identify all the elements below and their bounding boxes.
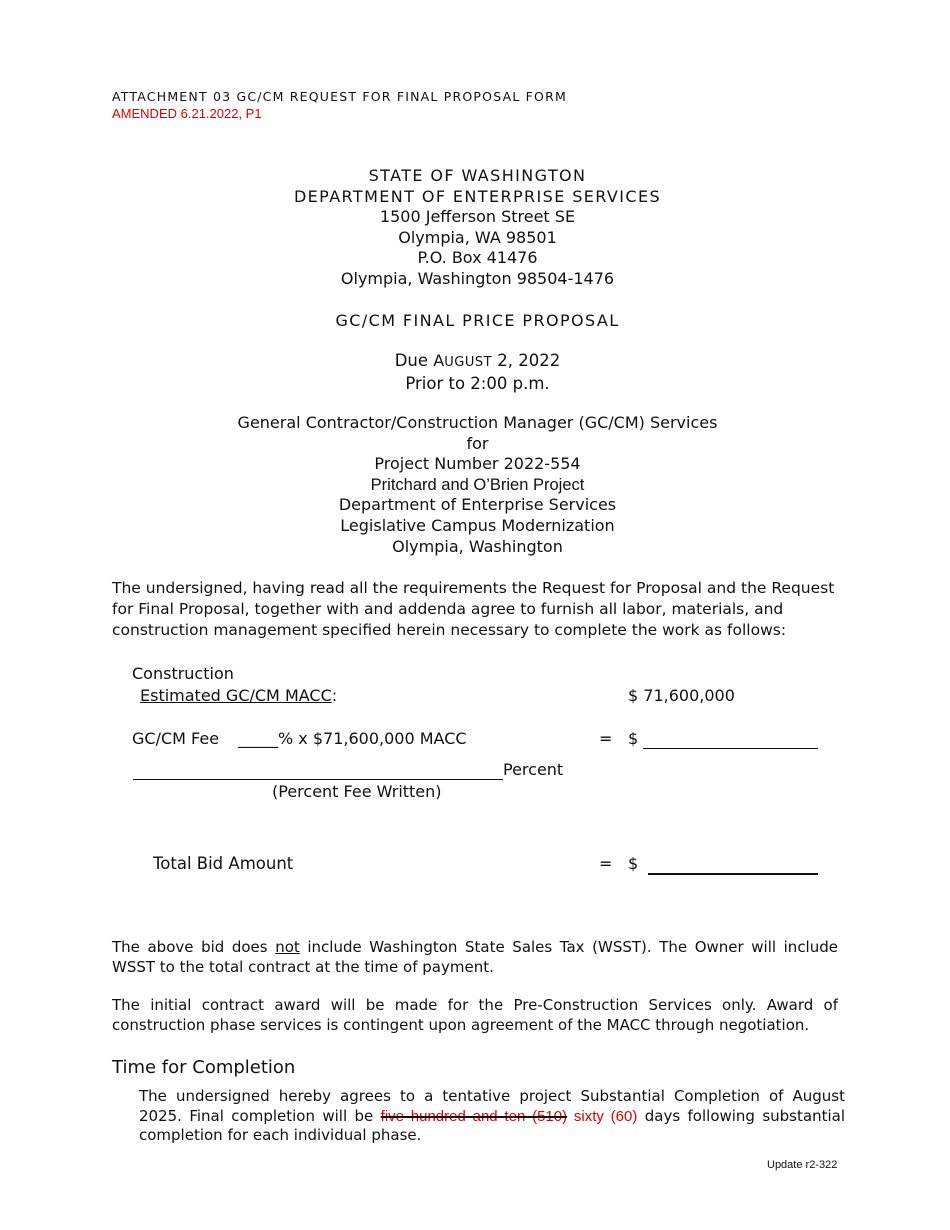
project-block — [0, 413, 950, 557]
completion-heading: Time for Completion — [112, 1057, 296, 1078]
total-dollar: $ — [628, 854, 639, 873]
agency-state: STATE OF WASHINGTON — [368, 166, 587, 185]
completion-paragraph: The undersigned hereby agrees to a tentative project Substantial Completion of August 2025. Final completion will be five hundred and ten (510) sixty (60) days following substantial completion for each individual phase. — [139, 1087, 845, 1144]
struck-duration: five hundred and ten (510) — [380, 1107, 568, 1125]
fee-amount-field[interactable] — [643, 747, 818, 749]
proposal-title: GC/CM FINAL PRICE PROPOSAL — [335, 311, 620, 330]
total-amount-field[interactable] — [648, 873, 818, 875]
macc-label: Estimated GC/CM MACC: — [140, 686, 338, 705]
amended-duration: sixty (60) — [567, 1107, 638, 1125]
fee-percent-input[interactable]: _____% x $71,600,000 MACC — [238, 729, 467, 748]
percent-label: Percent — [503, 760, 564, 779]
tax-note: The above bid does not include Washington State Sales Tax (WSST). The Owner will include WSST to the total contract at the time of payment. — [112, 938, 838, 976]
agency-po-city: Olympia, Washington 98504-1476 — [340, 268, 615, 288]
due-time: Prior to 2:00 p.m. — [405, 373, 550, 393]
percent-caption: (Percent Fee Written) — [272, 782, 442, 801]
fee-equals: = — [599, 729, 613, 748]
update-footer: Update r2-322 — [767, 1159, 838, 1171]
due-date: Due AUGUST 2, 2022 — [394, 351, 561, 370]
intro-paragraph: The undersigned, having read all the requirements the Request for Proposal and the Request for Final Proposal, together with and addenda agree to furnish all labor, materials, and construction management specified herein necessary to complete the work as follows: — [112, 579, 835, 639]
award-note: The initial contract award will be made for the Pre-Construction Services only. Award of construction phase services is contingent upon agreement of the MACC through negotiation. — [112, 996, 838, 1034]
agency-address-block — [0, 166, 950, 290]
percent-written-field[interactable] — [133, 778, 503, 780]
project-location: Olympia, Washington — [392, 536, 563, 556]
project-number: Project Number 2022-554 — [374, 454, 581, 474]
due-block — [0, 351, 950, 394]
amended-note: AMENDED 6.21.2022, P1 — [112, 106, 262, 121]
agency-department: DEPARTMENT OF ENTERPRISE SERVICES — [293, 186, 662, 206]
total-bid-label: Total Bid Amount — [153, 854, 294, 873]
fee-label: GC/CM Fee — [132, 729, 220, 748]
agency-city: Olympia, WA 98501 — [398, 227, 557, 247]
attachment-title: ATTACHMENT 03 GC/CM REQUEST FOR FINAL PROPOSAL FORM — [112, 89, 567, 104]
project-name: Pritchard and O’Brien Project — [370, 475, 585, 494]
fee-dollar: $ — [628, 729, 639, 748]
project-for: for — [466, 433, 489, 453]
agency-street: 1500 Jefferson Street SE — [379, 207, 576, 227]
macc-value: $ 71,600,000 — [628, 686, 735, 705]
project-services: General Contractor/Construction Manager (GC/CM) Services — [237, 413, 718, 432]
construction-label: Construction — [132, 664, 234, 683]
project-program: Legislative Campus Modernization — [340, 515, 615, 535]
project-department: Department of Enterprise Services — [338, 495, 617, 515]
total-equals: = — [599, 854, 613, 873]
agency-po-box: P.O. Box 41476 — [417, 248, 538, 268]
